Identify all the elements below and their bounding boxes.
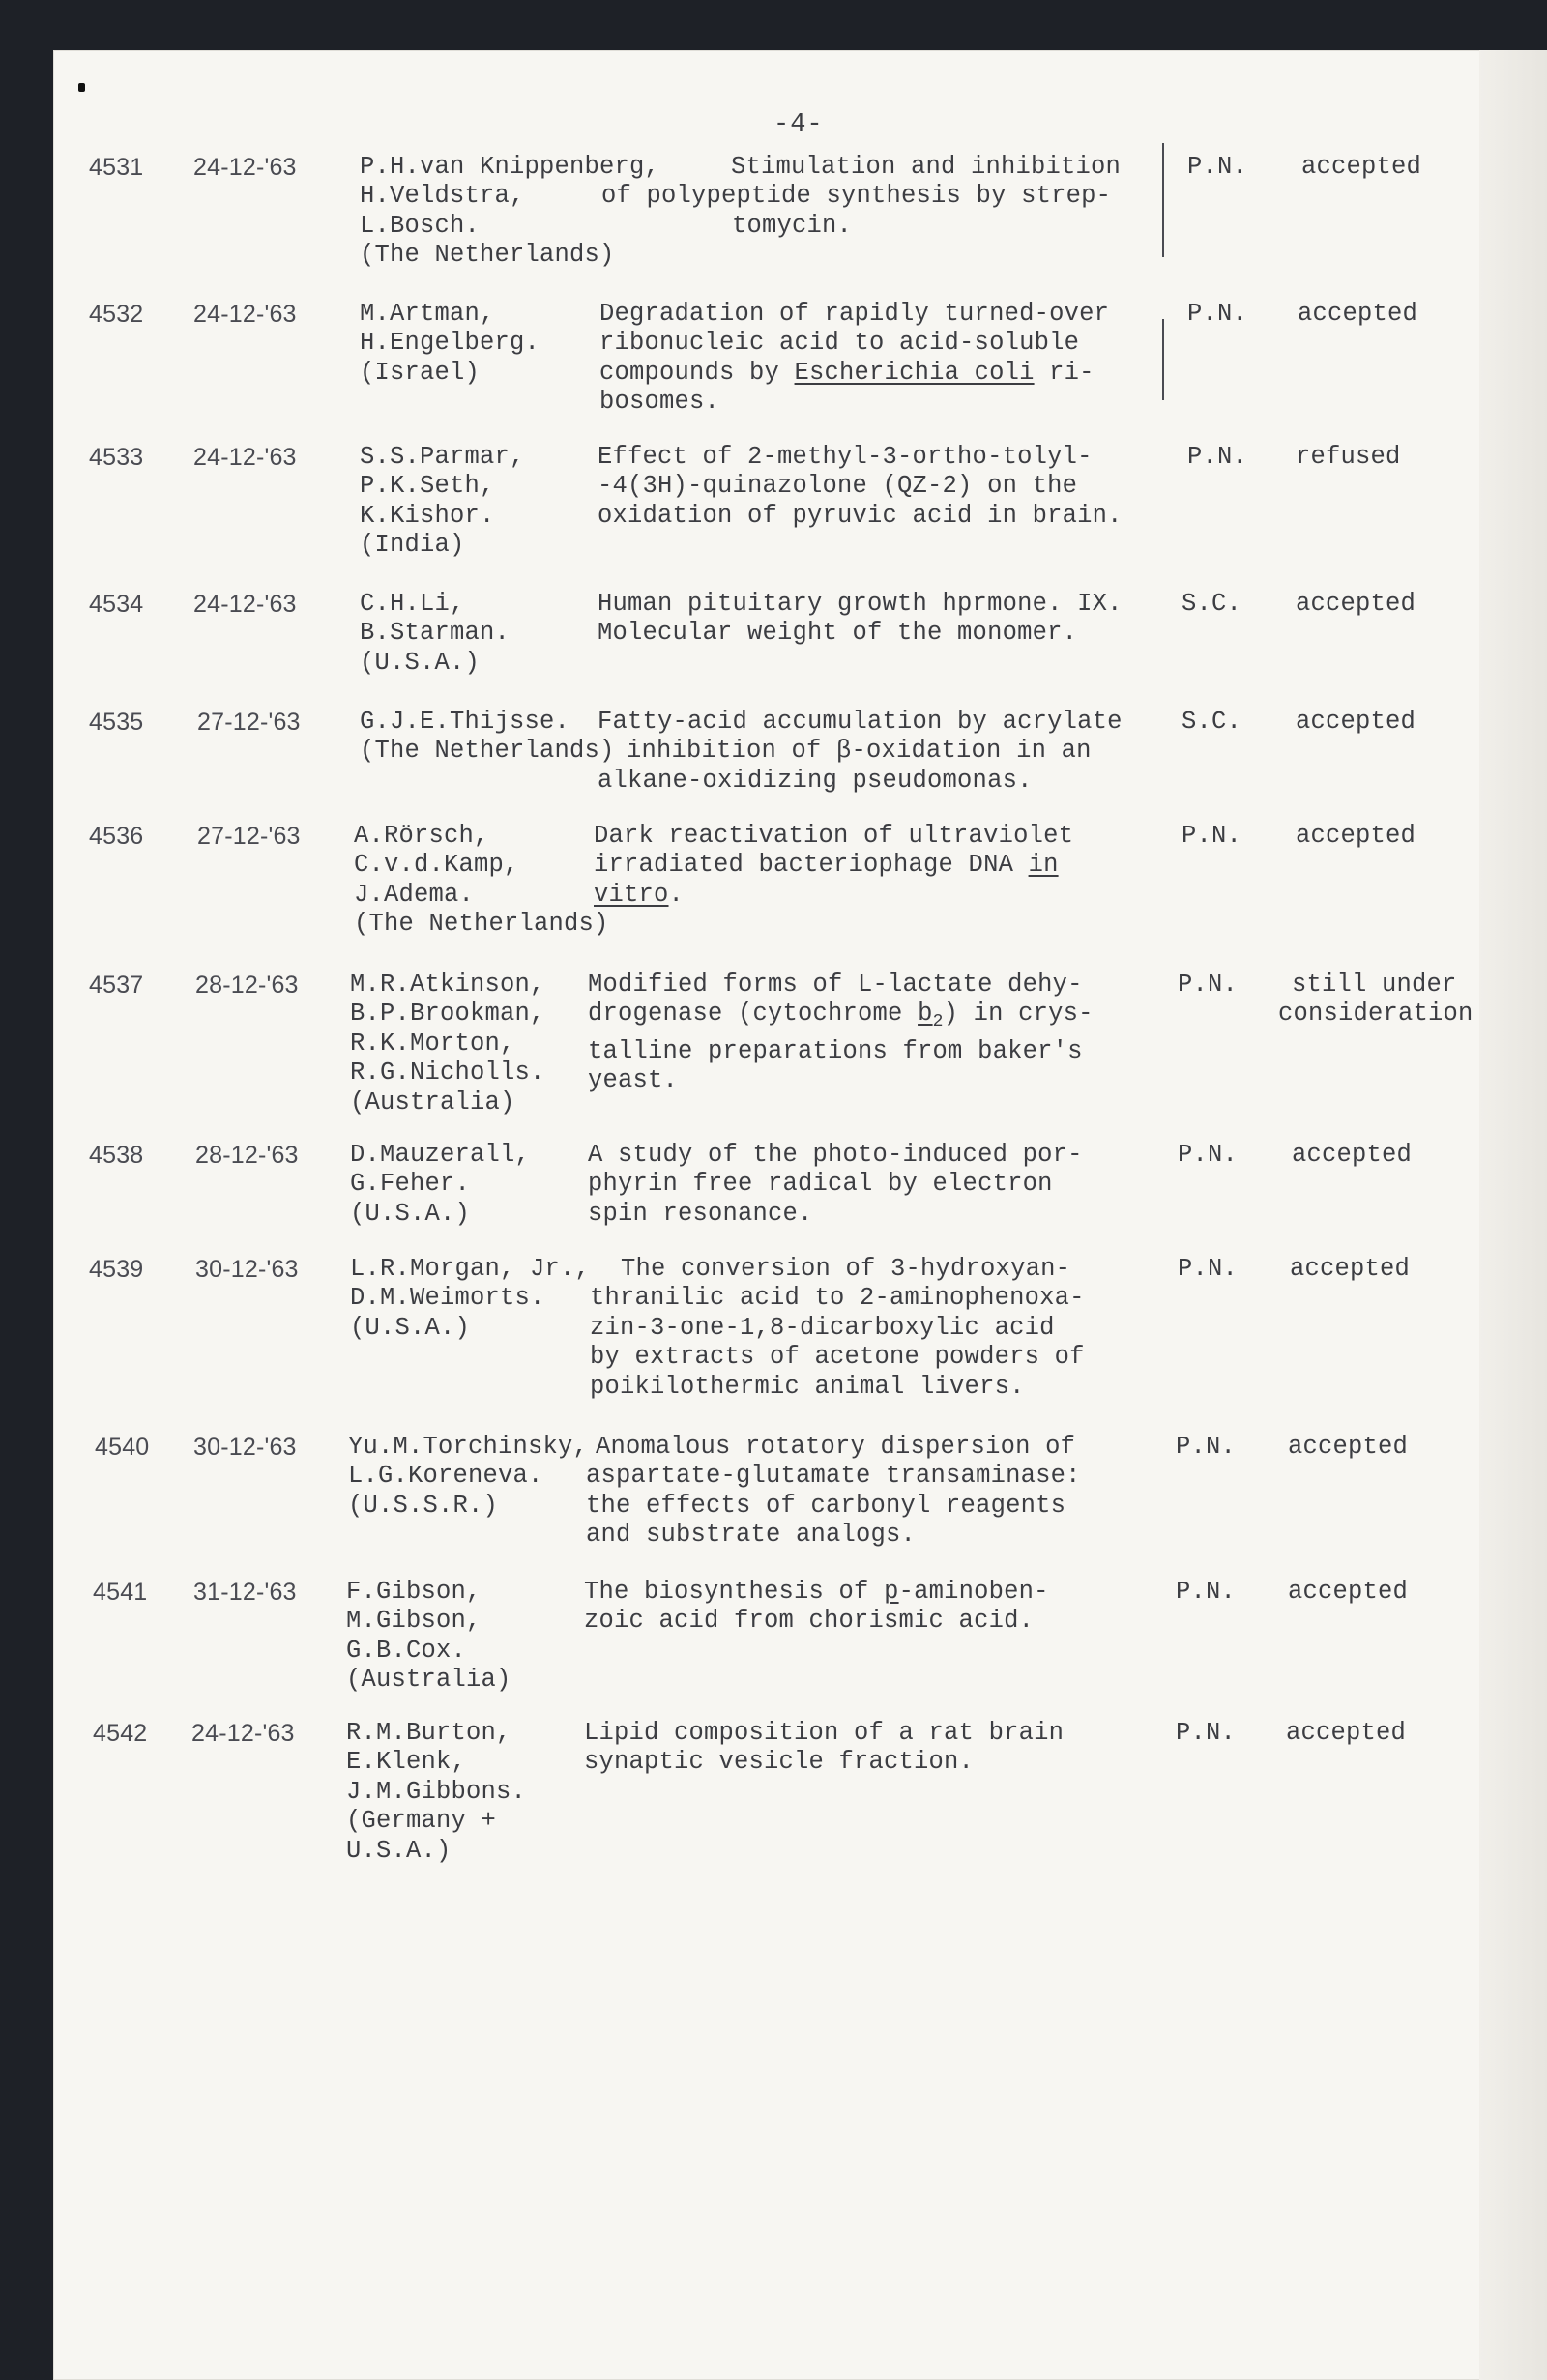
entry-journal: P.N.	[1176, 1719, 1237, 1747]
entry-title: Effect of 2-methyl-3-ortho-tolyl- -4(3H)-quinazolone (QZ-2) on the oxidation of pyruvic acid in brain.	[598, 443, 1123, 530]
latin-underlined: vitro	[594, 880, 669, 909]
entry-date: 24-12-'63	[193, 591, 297, 618]
entry-decision: accepted	[1288, 1433, 1409, 1461]
entry-journal: P.N.	[1187, 153, 1248, 181]
entry-title: Degradation of rapidly turned-over ribonucleic acid to acid-soluble compounds by Escherichia coli ri- bosomes.	[599, 300, 1110, 417]
entry-date: 27-12-'63	[197, 709, 301, 736]
entry-title: A study of the photo-induced por- phyrin free radical by electron spin resonance.	[588, 1141, 1083, 1228]
entry-title: The biosynthesis of p-aminoben- zoic acid from chorismic acid.	[584, 1578, 1049, 1636]
ink-mark	[78, 83, 85, 92]
entry-title: Human pituitary growth hprmone. IX. Molecular weight of the monomer.	[598, 590, 1123, 648]
entry-decision: accepted	[1288, 1578, 1409, 1606]
entry-title: The conversion of 3-hydroxyan- thranilic acid to 2-aminophenoxa- zin-3-one-1,8-dicarboxylic acid by extracts of acetone powders of poikilothermic animal livers.	[590, 1255, 1085, 1401]
entry-number: 4540	[95, 1434, 150, 1461]
entry-number: 4531	[89, 154, 144, 181]
entry-date: 31-12-'63	[193, 1579, 297, 1606]
entry-number: 4536	[89, 823, 144, 850]
entry-authors: F.Gibson, M.Gibson, G.B.Cox. (Australia)	[346, 1578, 511, 1695]
entry-date: 30-12-'63	[195, 1256, 299, 1283]
entry-title: Fatty-acid accumulation by acrylate inhibition of β-oxidation in an alkane-oxidizing pseudomonas.	[598, 708, 1123, 795]
entry-authors: M.Artman, H.Engelberg. (Israel)	[360, 300, 540, 387]
entry-authors: Yu.M.Torchinsky, L.G.Koreneva. (U.S.S.R.)	[348, 1433, 589, 1520]
entry-number: 4538	[89, 1142, 144, 1169]
entry-number: 4542	[93, 1720, 148, 1747]
entry-decision: accepted	[1298, 300, 1418, 328]
entry-decision: accepted	[1296, 708, 1416, 736]
entry-authors: R.M.Burton, E.Klenk, J.M.Gibbons. (Germany + U.S.A.)	[346, 1719, 527, 1865]
entry-journal: P.N.	[1178, 971, 1239, 999]
entry-decision: accepted	[1296, 822, 1416, 850]
entry-number: 4533	[89, 444, 144, 471]
entry-title: Lipid composition of a rat brain synaptic vesicle fraction.	[584, 1719, 1065, 1777]
entry-date: 30-12-'63	[193, 1434, 297, 1461]
entry-title: Anomalous rotatory dispersion of aspartate-glutamate transaminase: the effects of carbonyl reagents and substrate analogs.	[586, 1433, 1081, 1550]
entry-title: Stimulation and inhibition of polypeptide synthesis by strep- tomycin.	[601, 153, 1122, 240]
entry-authors: G.J.E.Thijsse. (The Netherlands)	[360, 708, 615, 766]
entry-authors: P.H.van Knippenberg, H.Veldstra, L.Bosch. (The Netherlands)	[360, 153, 660, 270]
entry-journal: S.C.	[1182, 708, 1242, 736]
entry-authors: C.H.Li, B.Starman. (U.S.A.)	[360, 590, 511, 677]
entry-journal: P.N.	[1187, 300, 1248, 328]
entry-date: 28-12-'63	[195, 972, 299, 999]
entry-journal: P.N.	[1178, 1255, 1239, 1283]
entry-number: 4532	[89, 301, 144, 328]
entry-authors: S.S.Parmar, P.K.Seth, K.Kishor. (India)	[360, 443, 525, 560]
entry-number: 4534	[89, 591, 144, 618]
entry-journal: P.N.	[1176, 1578, 1237, 1606]
entry-journal: P.N.	[1176, 1433, 1237, 1461]
entry-number: 4535	[89, 709, 144, 736]
entry-date: 28-12-'63	[195, 1142, 299, 1169]
entry-number: 4541	[93, 1579, 148, 1606]
entry-date: 24-12-'63	[191, 1720, 295, 1747]
entry-date: 27-12-'63	[197, 823, 301, 850]
organism-name-underlined: Escherichia coli	[794, 358, 1035, 387]
entry-authors: L.R.Morgan, Jr., D.M.Weimorts. (U.S.A.)	[350, 1255, 591, 1342]
entry-title: Dark reactivation of ultraviolet irradiated bacteriophage DNA in vitro.	[594, 822, 1074, 909]
entry-decision: accepted	[1292, 1141, 1413, 1169]
entry-decision: refused	[1296, 443, 1401, 471]
entry-journal: P.N.	[1182, 822, 1242, 850]
entry-decision: still under consideration	[1278, 971, 1474, 1029]
entry-number: 4539	[89, 1256, 144, 1283]
page-number: -4-	[774, 110, 824, 139]
entry-number: 4537	[89, 972, 144, 999]
entry-title: Modified forms of L-lactate dehy- drogenase (cytochrome $b_2$) in crys- talline preparations from baker's yeast.	[588, 971, 1094, 1095]
entry-decision: accepted	[1296, 590, 1416, 618]
entry-decision: accepted	[1301, 153, 1422, 181]
entry-journal: P.N.	[1178, 1141, 1239, 1169]
bracket-mark	[1162, 143, 1178, 257]
bracket-mark	[1162, 319, 1178, 400]
entry-authors: A.Rörsch, C.v.d.Kamp, J.Adema. (The Netherlands)	[354, 822, 609, 939]
prefix-underlined: p	[884, 1578, 899, 1606]
entry-date: 24-12-'63	[193, 154, 297, 181]
entry-journal: P.N.	[1187, 443, 1248, 471]
entry-journal: S.C.	[1182, 590, 1242, 618]
entry-decision: accepted	[1286, 1719, 1407, 1747]
latin-underlined: in	[1028, 851, 1059, 880]
entry-date: 24-12-'63	[193, 301, 297, 328]
entry-decision: accepted	[1290, 1255, 1411, 1283]
entry-authors: D.Mauzerall, G.Feher. (U.S.A.)	[350, 1141, 531, 1228]
entry-date: 24-12-'63	[193, 444, 297, 471]
entry-authors: M.R.Atkinson, B.P.Brookman, R.K.Morton, R.G.Nicholls. (Australia)	[350, 971, 545, 1117]
